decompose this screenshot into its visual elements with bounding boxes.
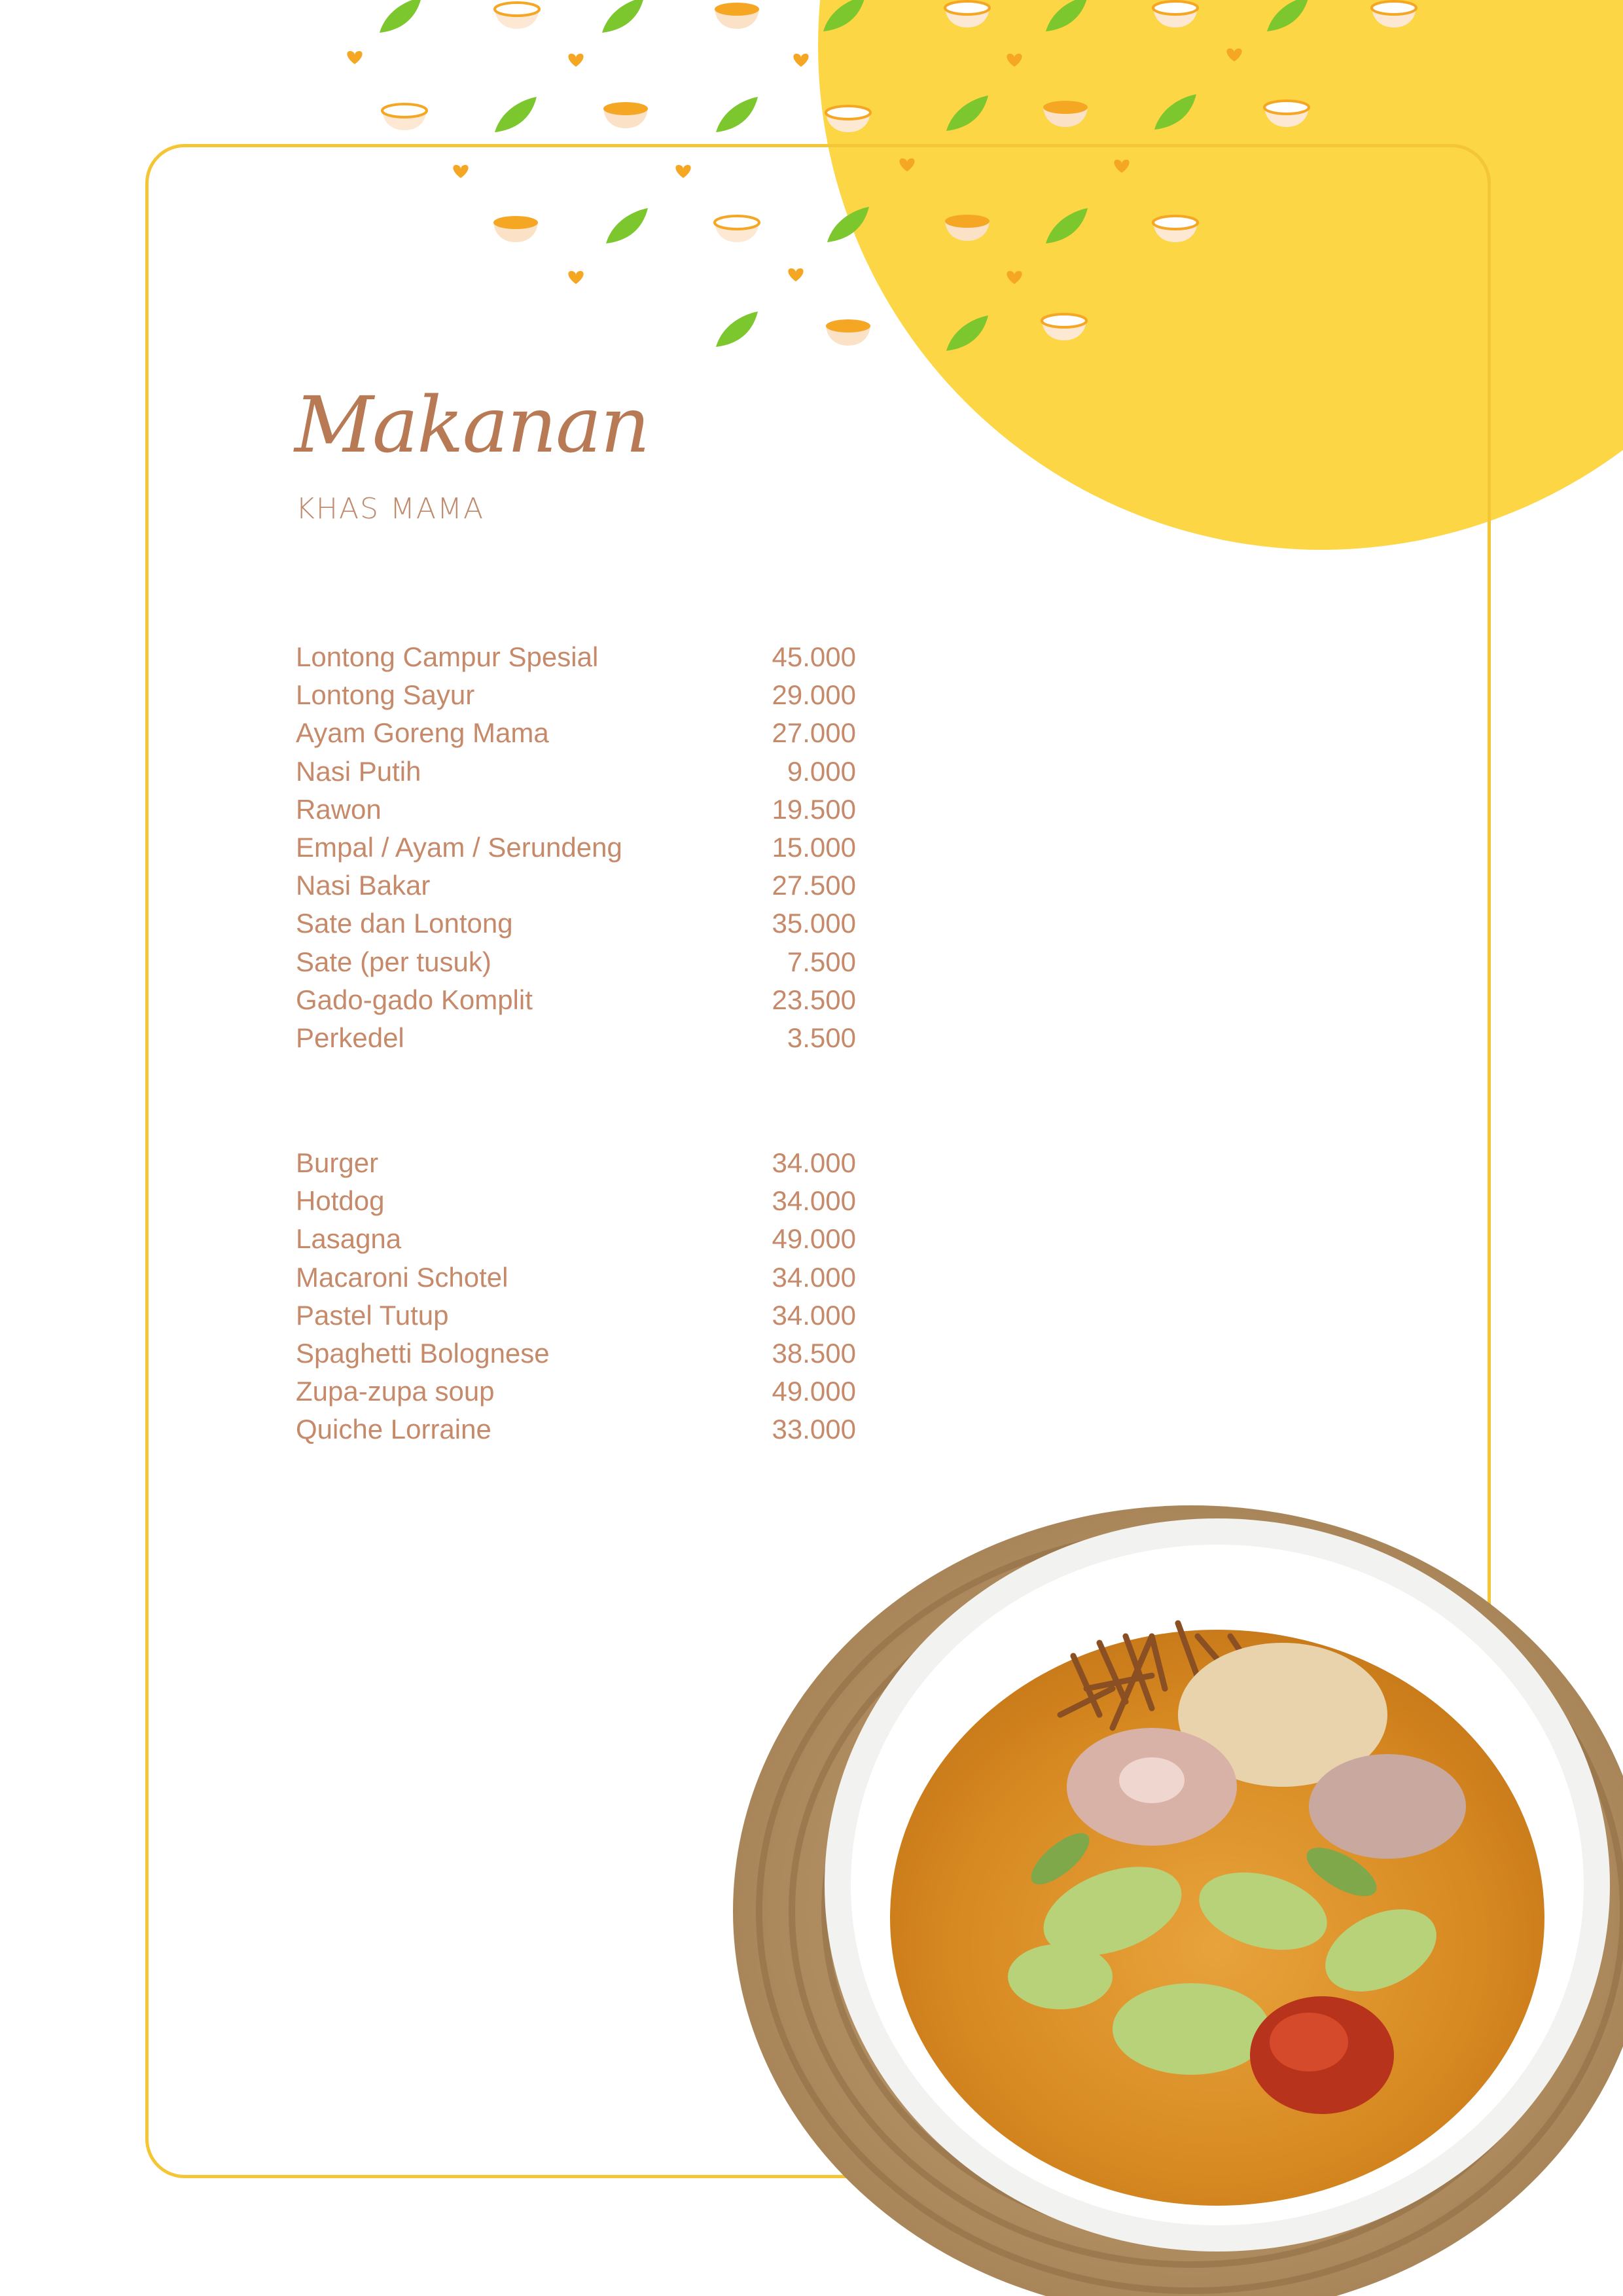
menu-item bbox=[296, 943, 856, 981]
menu-item-name: Lontong Sayur bbox=[296, 679, 475, 711]
menu-item-name: Nasi Bakar bbox=[296, 870, 431, 901]
menu-item-name: Burger bbox=[296, 1147, 379, 1179]
menu-item bbox=[296, 753, 856, 791]
menu-item-price: 29.000 bbox=[772, 679, 856, 711]
menu-item bbox=[296, 638, 856, 676]
heart-icon bbox=[347, 51, 362, 64]
menu-item bbox=[296, 1297, 856, 1335]
bowl-icon bbox=[715, 3, 759, 29]
menu-list-western bbox=[296, 1144, 856, 1449]
menu-item-price: 19.500 bbox=[772, 793, 856, 825]
leaf-icon bbox=[1046, 0, 1088, 31]
menu-item bbox=[296, 1220, 856, 1258]
menu-item-price: 49.000 bbox=[772, 1376, 856, 1407]
menu-item-price: 35.000 bbox=[772, 908, 856, 939]
menu-list-main bbox=[296, 638, 856, 1057]
menu-item-name: Macaroni Schotel bbox=[296, 1261, 508, 1293]
menu-item-name: Sate (per tusuk) bbox=[296, 946, 491, 977]
bowl-icon bbox=[495, 3, 539, 29]
menu-item bbox=[296, 676, 856, 714]
menu-item-price: 38.500 bbox=[772, 1338, 856, 1369]
menu-item-name: Ayam Goreng Mama bbox=[296, 717, 549, 749]
bowl-icon bbox=[1153, 1, 1198, 27]
menu-item-price: 33.000 bbox=[772, 1414, 856, 1445]
menu-item-price: 7.500 bbox=[787, 946, 856, 977]
leaf-icon bbox=[602, 0, 644, 33]
heart-icon bbox=[1226, 48, 1241, 62]
menu-item-price: 27.500 bbox=[772, 870, 856, 901]
menu-item bbox=[296, 791, 856, 829]
menu-item bbox=[296, 829, 856, 867]
menu-item-price: 9.000 bbox=[787, 755, 856, 787]
menu-item-name: Hotdog bbox=[296, 1185, 385, 1217]
page-title: Makanan bbox=[294, 380, 649, 470]
menu-item bbox=[296, 1019, 856, 1057]
leaf-icon bbox=[495, 97, 537, 132]
bowl-icon bbox=[826, 106, 870, 132]
heart-icon bbox=[793, 54, 808, 67]
leaf-icon bbox=[1267, 0, 1309, 31]
menu-item bbox=[296, 905, 856, 942]
leaf-icon bbox=[946, 96, 988, 131]
menu-item-price: 34.000 bbox=[772, 1185, 856, 1217]
heart-icon bbox=[1007, 54, 1022, 67]
menu-item bbox=[296, 1259, 856, 1297]
menu-item-name: Spaghetti Bolognese bbox=[296, 1338, 550, 1369]
menu-item-name: Rawon bbox=[296, 793, 382, 825]
menu-item bbox=[296, 1372, 856, 1410]
menu-item-price: 15.000 bbox=[772, 832, 856, 863]
heart-icon bbox=[568, 54, 583, 67]
menu-item-name: Perkedel bbox=[296, 1022, 404, 1053]
bowl-icon bbox=[1264, 101, 1309, 127]
menu-item-name: Zupa-zupa soup bbox=[296, 1376, 495, 1407]
menu-item-name: Quiche Lorraine bbox=[296, 1414, 491, 1445]
bowl-icon bbox=[945, 1, 990, 27]
leaf-icon bbox=[380, 0, 421, 33]
bowl-icon bbox=[1372, 1, 1416, 27]
menu-item-price: 49.000 bbox=[772, 1223, 856, 1255]
menu-item-price: 34.000 bbox=[772, 1147, 856, 1179]
menu-item-price: 34.000 bbox=[772, 1261, 856, 1293]
menu-item bbox=[296, 867, 856, 905]
menu-item-name: Lasagna bbox=[296, 1223, 402, 1255]
menu-item-price: 45.000 bbox=[772, 641, 856, 673]
menu-item-price: 27.000 bbox=[772, 717, 856, 749]
page-subtitle: KHAS MAMA bbox=[296, 492, 485, 526]
menu-item-price: 23.500 bbox=[772, 984, 856, 1015]
menu-item bbox=[296, 714, 856, 752]
menu-item-price: 34.000 bbox=[772, 1299, 856, 1331]
menu-item-name: Nasi Putih bbox=[296, 755, 421, 787]
menu-item-name: Pastel Tutup bbox=[296, 1299, 449, 1331]
leaf-icon bbox=[716, 97, 758, 132]
menu-item-name: Sate dan Lontong bbox=[296, 908, 513, 939]
menu-item-price: 3.500 bbox=[787, 1022, 856, 1053]
menu-item bbox=[296, 1182, 856, 1220]
menu-item-name: Empal / Ayam / Serundeng bbox=[296, 832, 622, 863]
bowl-icon bbox=[1043, 101, 1088, 127]
menu-item-name: Lontong Campur Spesial bbox=[296, 641, 599, 673]
menu-item bbox=[296, 1335, 856, 1372]
bowl-icon bbox=[603, 102, 648, 128]
bowl-icon bbox=[382, 104, 427, 130]
leaf-icon bbox=[823, 0, 865, 31]
menu-item-name: Gado-gado Komplit bbox=[296, 984, 533, 1015]
leaf-icon bbox=[1154, 94, 1196, 130]
menu-item bbox=[296, 1144, 856, 1182]
menu-item bbox=[296, 981, 856, 1019]
soup-bowl-photo bbox=[694, 1440, 1623, 2296]
